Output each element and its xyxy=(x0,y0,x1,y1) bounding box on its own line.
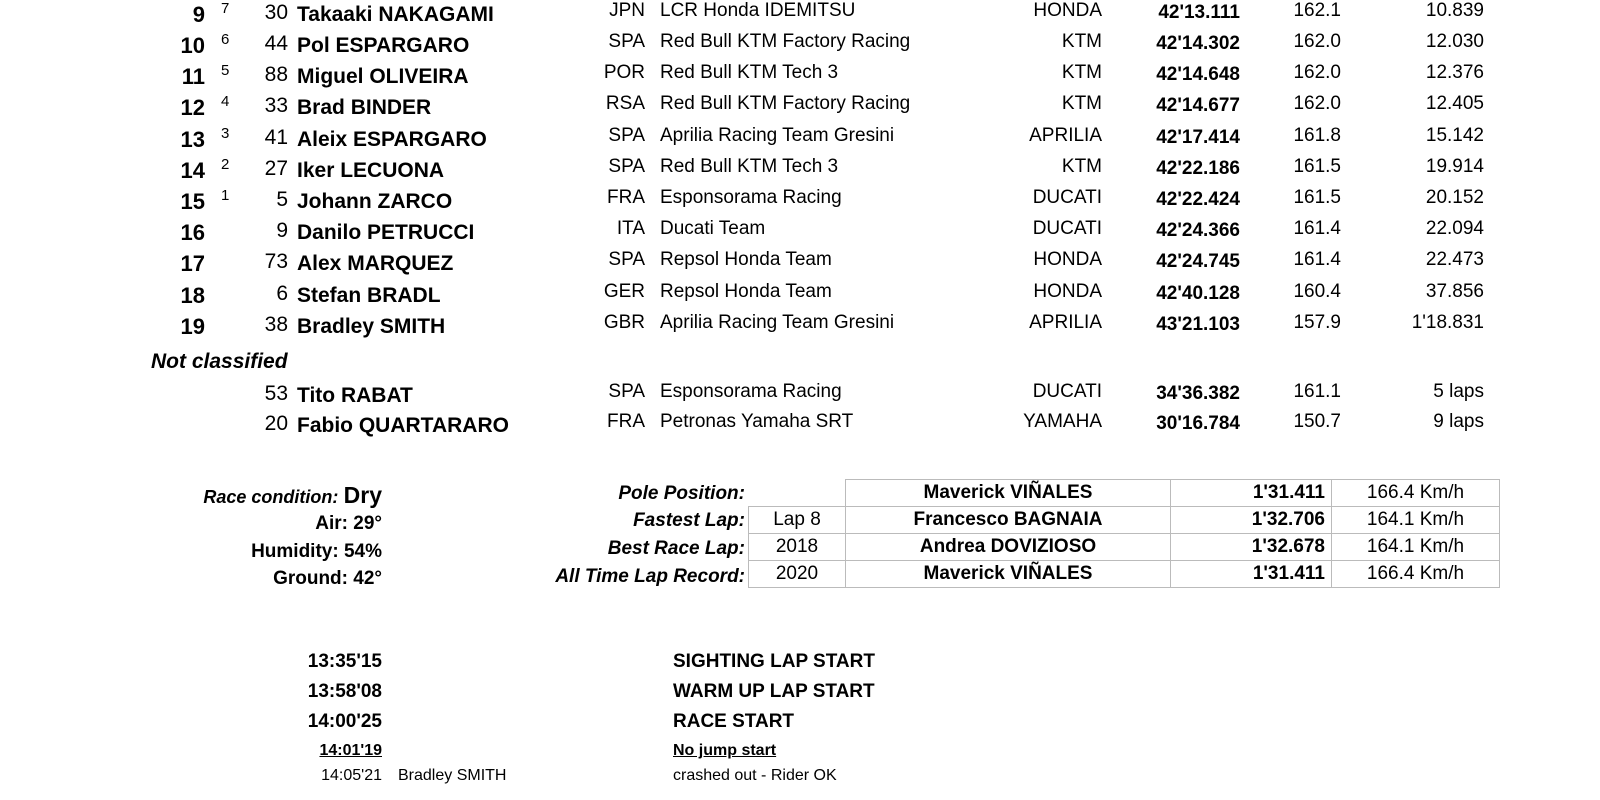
table-row xyxy=(0,411,1600,439)
rider-first-name: Stefan xyxy=(297,284,362,307)
gap: 20.152 xyxy=(1425,187,1484,208)
points: 6 xyxy=(221,31,230,48)
record-row xyxy=(749,507,1500,534)
record-rider: Maverick VIÑALES xyxy=(846,480,1171,507)
rider-number: 27 xyxy=(264,157,288,180)
race-time: 43'21.103 xyxy=(1156,314,1240,335)
nation: SPA xyxy=(608,156,645,177)
team: Red Bull KTM Factory Racing xyxy=(660,31,911,52)
rider-name xyxy=(297,65,469,89)
race-time: 42'17.414 xyxy=(1156,127,1240,148)
average-speed: 162.0 xyxy=(1293,62,1341,83)
gap: 12.376 xyxy=(1425,62,1484,83)
position: 12 xyxy=(180,95,205,120)
motorcycle: YAMAHA xyxy=(1023,411,1102,432)
record-label-best: Best Race Lap: xyxy=(607,538,745,559)
average-speed: 162.0 xyxy=(1293,31,1341,52)
rider-first-name: Tito xyxy=(297,384,336,407)
record-rider: Andrea DOVIZIOSO xyxy=(846,534,1171,561)
nation: FRA xyxy=(607,187,645,208)
team: Esponsorama Racing xyxy=(660,187,842,208)
motorcycle: APRILIA xyxy=(1029,125,1102,146)
position: 17 xyxy=(180,251,205,276)
race-time: 42'14.677 xyxy=(1156,95,1240,116)
gap: 5 laps xyxy=(1433,381,1484,402)
team: Ducati Team xyxy=(660,218,766,239)
minor-event-text: No jump start xyxy=(673,742,777,759)
motorcycle: DUCATI xyxy=(1032,381,1102,402)
records-table xyxy=(748,479,1500,588)
record-time: 1'32.706 xyxy=(1171,507,1332,534)
rider-name xyxy=(297,221,474,245)
rider-last-name: BRADL xyxy=(367,284,441,307)
gap: 22.473 xyxy=(1425,249,1484,270)
record-row xyxy=(749,480,1500,507)
record-label-fastest: Fastest Lap: xyxy=(633,510,745,531)
record-row xyxy=(749,561,1500,588)
race-condition xyxy=(203,482,382,509)
record-lap: 2020 xyxy=(749,561,846,588)
position: 9 xyxy=(192,2,205,27)
average-speed: 161.1 xyxy=(1293,381,1341,402)
rider-last-name: LECUONA xyxy=(340,159,445,182)
gap: 12.030 xyxy=(1425,31,1484,52)
nation: GER xyxy=(603,281,645,302)
points: 5 xyxy=(221,62,230,79)
position: 10 xyxy=(180,33,205,58)
motorcycle: KTM xyxy=(1061,93,1102,114)
table-row xyxy=(0,93,1600,121)
team: Esponsorama Racing xyxy=(660,381,842,402)
position: 18 xyxy=(180,283,205,308)
rider-name xyxy=(297,190,452,214)
gap: 1'18.831 xyxy=(1411,312,1484,333)
table-row xyxy=(0,156,1600,184)
average-speed: 161.4 xyxy=(1293,249,1341,270)
rider-first-name: Takaaki xyxy=(297,3,373,26)
event-time: 13:58'08 xyxy=(307,681,382,702)
rider-name xyxy=(297,284,441,308)
record-speed: 166.4 Km/h xyxy=(1332,561,1500,588)
gap: 12.405 xyxy=(1425,93,1484,114)
record-time: 1'32.678 xyxy=(1171,534,1332,561)
points: 7 xyxy=(221,0,230,17)
rider-name xyxy=(297,96,431,120)
minor-event-rider: Bradley SMITH xyxy=(398,767,507,784)
ground-temperature: Ground: 42° xyxy=(273,568,382,589)
record-speed: 164.1 Km/h xyxy=(1332,507,1500,534)
record-time: 1'31.411 xyxy=(1171,480,1332,507)
record-speed: 164.1 Km/h xyxy=(1332,534,1500,561)
average-speed: 161.4 xyxy=(1293,218,1341,239)
points: 4 xyxy=(221,93,230,110)
average-speed: 157.9 xyxy=(1293,312,1341,333)
table-row xyxy=(0,62,1600,90)
rider-last-name: NAKAGAMI xyxy=(378,3,494,26)
rider-number: 73 xyxy=(264,250,288,273)
record-label-alltime: All Time Lap Record: xyxy=(555,566,745,587)
rider-last-name: QUARTARARO xyxy=(358,414,509,437)
record-time: 1'31.411 xyxy=(1171,561,1332,588)
rider-number: 30 xyxy=(264,1,288,24)
race-condition-label: Race condition: xyxy=(203,487,339,507)
team: Red Bull KTM Tech 3 xyxy=(660,156,839,177)
rider-last-name: SMITH xyxy=(379,315,446,338)
minor-event-time: 14:01'19 xyxy=(319,742,382,759)
race-time: 34'36.382 xyxy=(1156,383,1240,404)
motorcycle: HONDA xyxy=(1033,281,1102,302)
nation: SPA xyxy=(608,31,645,52)
motorcycle: HONDA xyxy=(1033,0,1102,21)
gap: 15.142 xyxy=(1425,125,1484,146)
rider-last-name: MARQUEZ xyxy=(347,252,454,275)
rider-first-name: Fabio xyxy=(297,414,353,437)
record-row xyxy=(749,534,1500,561)
points: 1 xyxy=(221,187,230,204)
gap: 37.856 xyxy=(1425,281,1484,302)
nation: ITA xyxy=(616,218,645,239)
humidity: Humidity: 54% xyxy=(251,541,382,562)
rider-name xyxy=(297,128,487,152)
rider-first-name: Alex xyxy=(297,252,342,275)
rider-first-name: Aleix xyxy=(297,128,348,151)
rider-number: 6 xyxy=(276,282,288,305)
event-text: SIGHTING LAP START xyxy=(673,651,875,672)
average-speed: 161.5 xyxy=(1293,156,1341,177)
rider-number: 5 xyxy=(276,188,288,211)
race-time: 30'16.784 xyxy=(1156,413,1240,434)
team: Repsol Honda Team xyxy=(660,281,832,302)
team: Aprilia Racing Team Gresini xyxy=(660,312,895,333)
rider-number: 9 xyxy=(276,219,288,242)
points: 2 xyxy=(221,156,230,173)
position: 19 xyxy=(180,314,205,339)
gap: 9 laps xyxy=(1433,411,1484,432)
event-time: 14:00'25 xyxy=(307,711,382,732)
rider-number: 20 xyxy=(264,412,288,435)
nation: POR xyxy=(603,62,645,83)
rider-last-name: ZARCO xyxy=(377,190,453,213)
nation: SPA xyxy=(608,125,645,146)
rider-name xyxy=(297,159,444,183)
table-row xyxy=(0,187,1600,215)
points: 3 xyxy=(221,125,230,142)
rider-first-name: Johann xyxy=(297,190,372,213)
table-row xyxy=(0,125,1600,153)
average-speed: 162.1 xyxy=(1293,0,1341,21)
nation: FRA xyxy=(607,411,645,432)
rider-number: 44 xyxy=(264,32,288,55)
not-classified-title: Not classified xyxy=(151,350,288,373)
record-lap: Lap 8 xyxy=(749,507,846,534)
table-row xyxy=(0,218,1600,246)
position: 14 xyxy=(180,158,205,183)
table-row xyxy=(0,31,1600,59)
table-row xyxy=(0,249,1600,277)
rider-number: 38 xyxy=(264,313,288,336)
minor-event-text: crashed out - Rider OK xyxy=(673,767,837,784)
rider-name xyxy=(297,3,494,27)
rider-name xyxy=(297,252,453,276)
gap: 19.914 xyxy=(1425,156,1484,177)
gap: 22.094 xyxy=(1425,218,1484,239)
rider-number: 53 xyxy=(264,382,288,405)
rider-number: 41 xyxy=(264,126,288,149)
motorcycle: DUCATI xyxy=(1032,187,1102,208)
nation: GBR xyxy=(603,312,645,333)
team: Red Bull KTM Tech 3 xyxy=(660,62,839,83)
race-time: 42'22.424 xyxy=(1156,189,1240,210)
rider-last-name: OLIVEIRA xyxy=(369,65,469,88)
rider-last-name: PETRUCCI xyxy=(367,221,475,244)
average-speed: 160.4 xyxy=(1293,281,1341,302)
nation: SPA xyxy=(608,381,645,402)
motorcycle: DUCATI xyxy=(1032,218,1102,239)
nation: SPA xyxy=(608,249,645,270)
record-rider: Maverick VIÑALES xyxy=(846,561,1171,588)
table-row xyxy=(0,0,1600,28)
record-lap: 2018 xyxy=(749,534,846,561)
minor-event-time: 14:05'21 xyxy=(321,767,382,784)
table-row xyxy=(0,381,1600,409)
record-rider: Francesco BAGNAIA xyxy=(846,507,1171,534)
gap: 10.839 xyxy=(1425,0,1484,21)
motorcycle: HONDA xyxy=(1033,249,1102,270)
rider-number: 33 xyxy=(264,94,288,117)
motorcycle: KTM xyxy=(1061,31,1102,52)
race-time: 42'24.745 xyxy=(1156,251,1240,272)
rider-last-name: BINDER xyxy=(350,96,432,119)
position: 15 xyxy=(180,189,205,214)
rider-name xyxy=(297,384,413,408)
race-time: 42'40.128 xyxy=(1156,283,1240,304)
team: Aprilia Racing Team Gresini xyxy=(660,125,895,146)
position: 11 xyxy=(181,64,205,89)
air-temperature: Air: 29° xyxy=(315,513,382,534)
team: Red Bull KTM Factory Racing xyxy=(660,93,911,114)
table-row xyxy=(0,281,1600,309)
event-time: 13:35'15 xyxy=(307,651,382,672)
rider-first-name: Pol xyxy=(297,34,330,57)
rider-last-name: ESPARGARO xyxy=(335,34,470,57)
team: Repsol Honda Team xyxy=(660,249,832,270)
race-time: 42'13.111 xyxy=(1158,2,1240,23)
race-time: 42'14.648 xyxy=(1156,64,1240,85)
record-speed: 166.4 Km/h xyxy=(1332,480,1500,507)
record-lap xyxy=(749,480,846,507)
position: 16 xyxy=(180,220,205,245)
rider-first-name: Miguel xyxy=(297,65,364,88)
position: 13 xyxy=(180,127,205,152)
race-time: 42'14.302 xyxy=(1156,33,1240,54)
rider-name xyxy=(297,315,445,339)
rider-last-name: RABAT xyxy=(340,384,413,407)
average-speed: 150.7 xyxy=(1293,411,1341,432)
rider-last-name: ESPARGARO xyxy=(353,128,487,151)
event-text: WARM UP LAP START xyxy=(673,681,875,702)
average-speed: 161.5 xyxy=(1293,187,1341,208)
rider-name xyxy=(297,414,509,438)
rider-name xyxy=(297,34,469,58)
motorcycle: KTM xyxy=(1061,156,1102,177)
nation: RSA xyxy=(605,93,645,114)
team: LCR Honda IDEMITSU xyxy=(660,0,856,21)
average-speed: 162.0 xyxy=(1293,93,1341,114)
motorcycle: KTM xyxy=(1061,62,1102,83)
rider-number: 88 xyxy=(264,63,288,86)
event-text: RACE START xyxy=(673,711,795,732)
race-time: 42'22.186 xyxy=(1156,158,1240,179)
race-condition-value: Dry xyxy=(343,482,382,508)
team: Petronas Yamaha SRT xyxy=(660,411,854,432)
motorcycle: APRILIA xyxy=(1029,312,1102,333)
average-speed: 161.8 xyxy=(1293,125,1341,146)
rider-first-name: Brad xyxy=(297,96,345,119)
race-time: 42'24.366 xyxy=(1156,220,1240,241)
record-label-pole: Pole Position: xyxy=(618,483,745,504)
rider-first-name: Danilo xyxy=(297,221,362,244)
nation: JPN xyxy=(609,0,645,21)
rider-first-name: Iker xyxy=(297,159,335,182)
rider-first-name: Bradley xyxy=(297,315,375,338)
table-row xyxy=(0,312,1600,340)
